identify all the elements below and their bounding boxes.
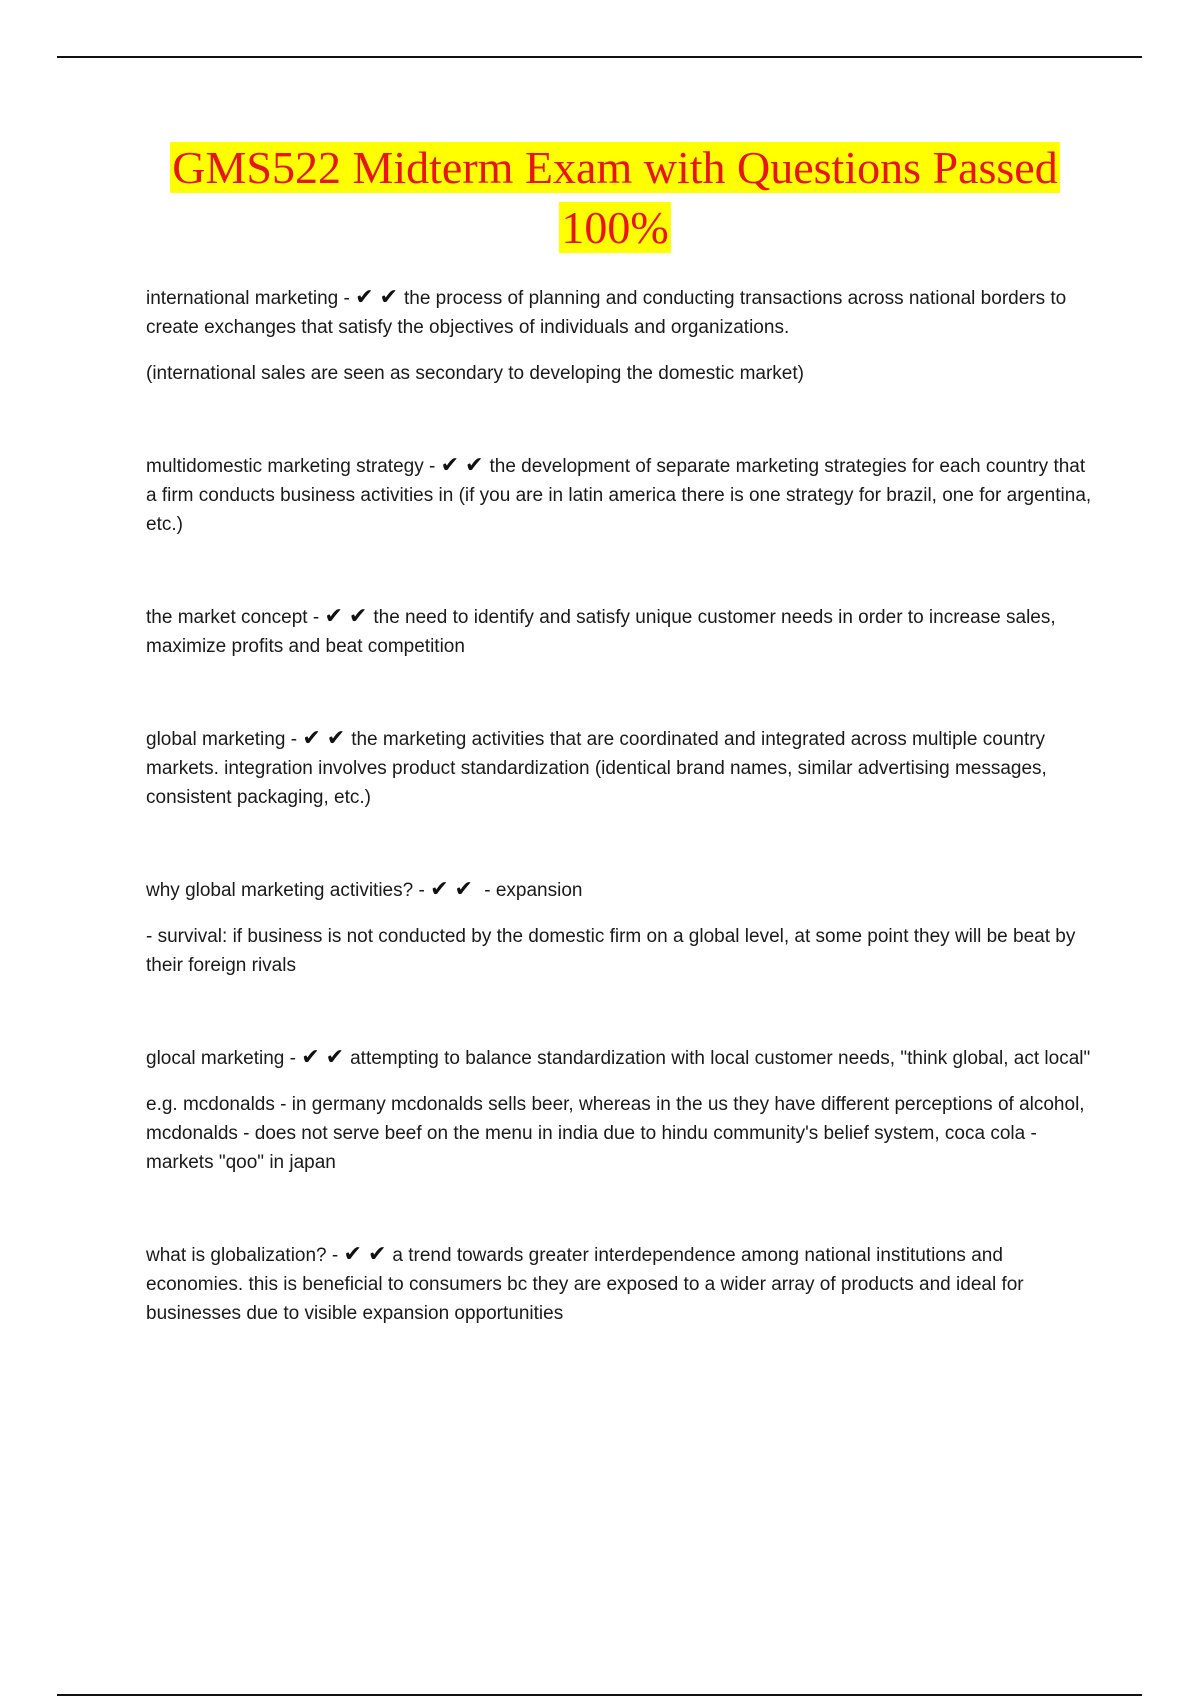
entry-main [146,1043,1096,1073]
entry-definition: a trend towards greater interdependence among national institutions and economies. this is beneficial to consumers bc they are exposed to a wider array of products and ideal for businesses due to visible expansion opportunities [146,1245,1024,1324]
double-check-icon: ✔✔ [355,285,404,310]
title-line-1: GMS522 Midterm Exam with Questions Passed [172,142,1058,193]
entry-term: international marketing [146,288,339,309]
entry-term: the market concept [146,607,308,628]
entry-term: what is globalization? [146,1245,327,1266]
entry-separator: - [307,607,325,628]
entry-separator: - [285,729,303,750]
entry-note: (international sales are seen as secondary to developing the domestic market) [146,363,804,384]
entry-separator: - [423,456,441,477]
bottom-rule [57,1694,1142,1696]
entry-main [146,724,1096,812]
double-check-icon: ✔✔ [430,877,479,902]
entry-definition: - expansion [484,880,583,901]
entry-main [146,875,1096,905]
entry-international-marketing [146,283,1096,388]
entry-glocal-marketing [146,1043,1096,1177]
entry-term: multidomestic marketing strategy [146,456,424,477]
entry-definition: attempting to balance standardization with local customer needs, "think global, act local" [350,1048,1091,1069]
entry-main [146,451,1096,539]
title-line-2: 100% [561,202,669,253]
document-title [120,138,1110,258]
entry-market-concept [146,602,1096,661]
entry-term: glocal marketing [146,1048,285,1069]
document-body [146,283,1096,1328]
entry-why-global-marketing [146,875,1096,980]
entry-definition: the need to identify and satisfy unique customer needs in order to increase sales, maximize profits and beat competition [146,607,1056,657]
double-check-icon: ✔✔ [302,726,352,751]
entry-definition: the process of planning and conducting transactions across national borders to create exchanges that satisfy the objectives of individuals and organizations. [146,288,1067,338]
entry-multidomestic-marketing [146,451,1096,539]
entry-what-is-globalization [146,1240,1096,1328]
double-check-icon: ✔✔ [440,453,490,478]
double-check-icon: ✔✔ [301,1045,351,1070]
entry-global-marketing [146,724,1096,812]
entry-separator: - [338,288,356,309]
entry-note: - survival: if business is not conducted by the domestic firm on a global level, at some point they will be beat by their foreign rivals [146,926,1076,976]
entry-note: e.g. mcdonalds - in germany mcdonalds sells beer, whereas in the us they have different perceptions of alcohol, mcdonalds - does not serve beef on the menu in india due to hindu community's belief system, coca cola - markets "qoo" in japan [146,1094,1085,1173]
entry-separator: - [284,1048,302,1069]
entry-definition: the marketing activities that are coordinated and integrated across multiple country markets. integration involves product standardization (identical brand names, similar advertising messages, consistent packaging, etc.) [146,729,1047,808]
entry-definition: the development of separate marketing strategies for each country that a firm conducts business activities in (if you are in latin america there is one strategy for brazil, one for argentina, etc.) [146,456,1092,535]
entry-main [146,283,1096,342]
entry-separator: - [413,880,431,901]
double-check-icon: ✔✔ [343,1242,393,1267]
entry-term: global marketing [146,729,286,750]
entry-term: why global marketing activities? [146,880,414,901]
entry-main [146,602,1096,661]
double-check-icon: ✔✔ [324,604,374,629]
top-rule [57,56,1142,58]
entry-main [146,1240,1096,1328]
entry-separator: - [326,1245,344,1266]
